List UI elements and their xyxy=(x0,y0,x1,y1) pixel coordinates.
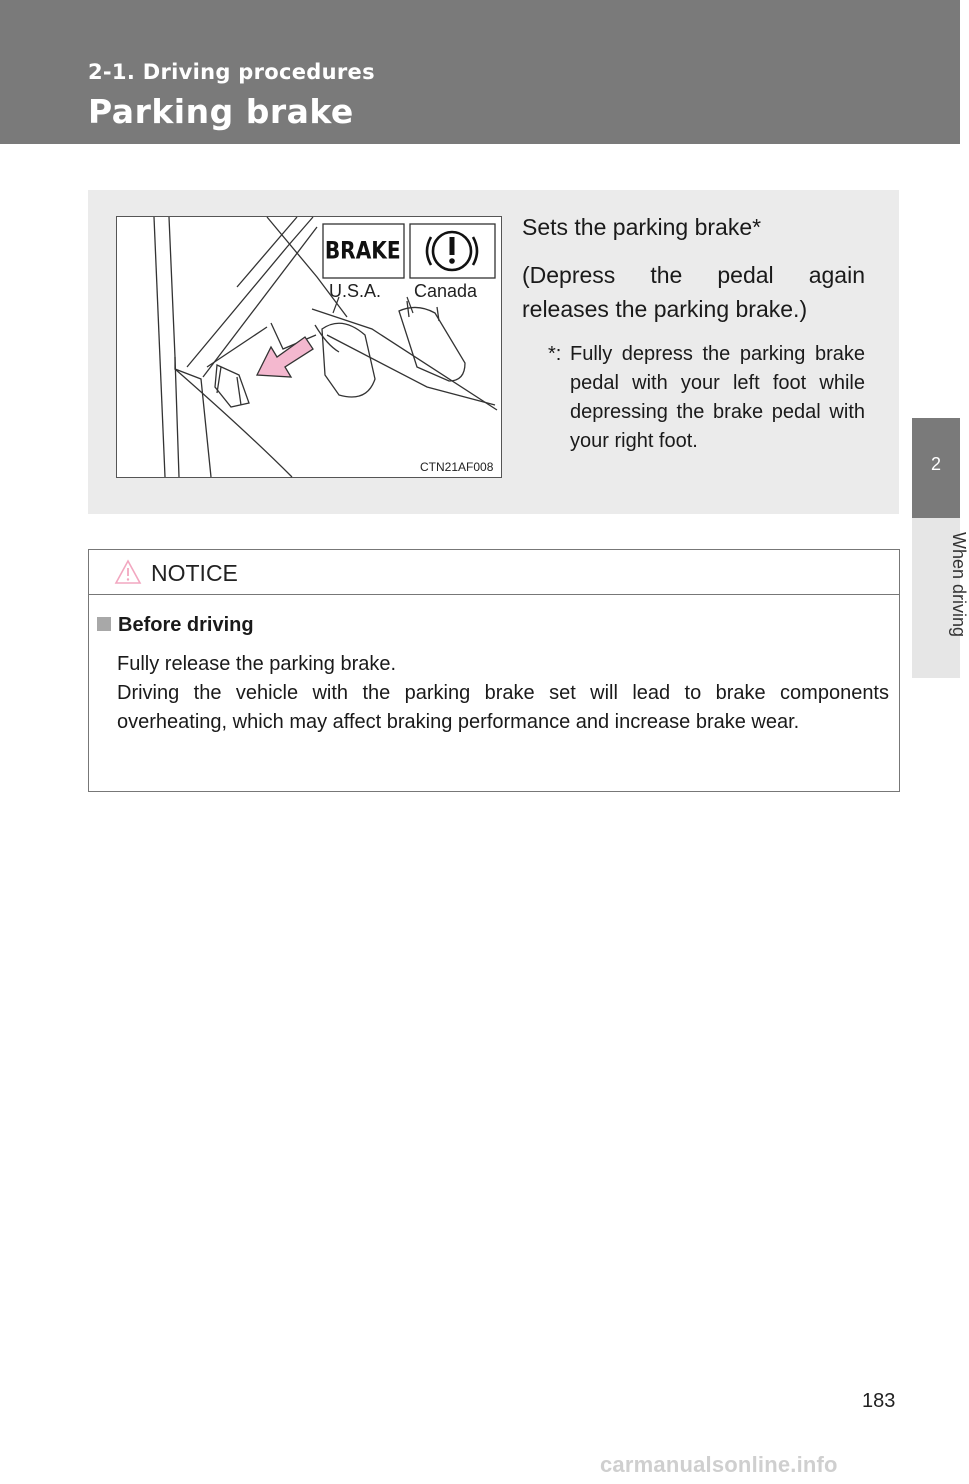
notice-title: NOTICE xyxy=(151,560,238,586)
description-line-2: (Depress the pedal again releases the parking brake.) xyxy=(522,262,865,322)
notice-body-line-2: Driving the vehicle with the parking brake set will lead to brake components overheating, which may affect braking performance and increase brake wear. xyxy=(117,682,889,733)
footnote xyxy=(548,340,865,456)
chapter-tab-number: 2 xyxy=(912,418,960,518)
canada-label: Canada xyxy=(414,281,478,301)
warning-triangle-icon xyxy=(114,559,142,585)
section-label: 2-1. Driving procedures xyxy=(88,60,375,84)
footnote-text: Fully depress the parking brake pedal with your left foot while depressing the brake pedal with your right foot. xyxy=(570,343,865,452)
chapter-tab-label xyxy=(912,518,969,678)
notice-box xyxy=(88,549,900,792)
notice-heading xyxy=(97,614,254,637)
push-arrow-icon xyxy=(257,337,313,377)
brake-indicator-text: BRAKE xyxy=(324,236,401,265)
notice-heading-text: Before driving xyxy=(118,614,254,636)
notice-body xyxy=(117,650,889,737)
description xyxy=(522,210,865,326)
notice-header xyxy=(89,550,899,595)
page-title: Parking brake xyxy=(88,92,354,131)
content-box xyxy=(88,190,899,514)
chapter-tab-label-text: When driving xyxy=(949,532,969,638)
watermark: carmanualsonline.info xyxy=(600,1452,838,1477)
notice-body-line-1: Fully release the parking brake. xyxy=(117,653,397,675)
usa-label: U.S.A. xyxy=(329,281,382,301)
page-header xyxy=(0,0,960,144)
parking-brake-illustration xyxy=(116,216,502,478)
figure-code: CTN21AF008 xyxy=(420,460,494,474)
description-line-1: Sets the parking brake* xyxy=(522,214,762,240)
page-number: 183 xyxy=(862,1390,896,1412)
bullet-square-icon xyxy=(97,617,111,631)
footnote-mark: *: xyxy=(548,343,562,365)
pedal-illustration-drawing xyxy=(117,217,501,477)
